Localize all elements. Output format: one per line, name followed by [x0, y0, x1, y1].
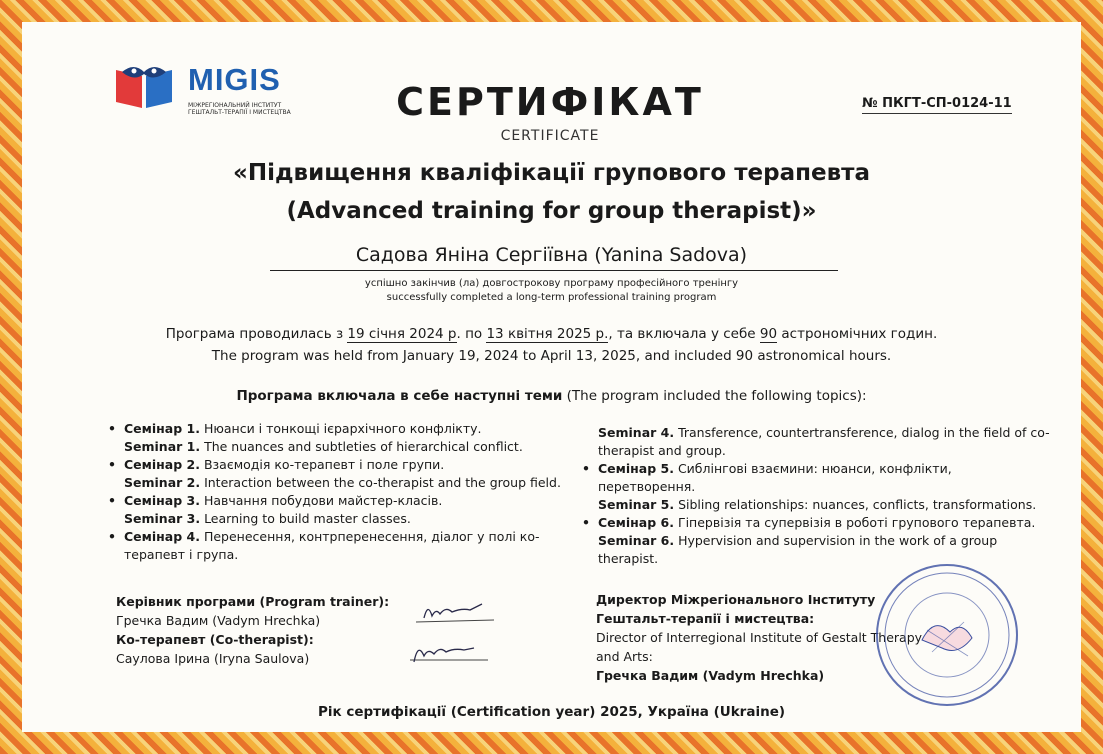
course-title-en: (Advanced training for group therapist)» — [286, 198, 817, 224]
program-ua-suffix: астрономічних годин. — [777, 326, 938, 342]
certificate-title: СЕРТИФІКАТ — [396, 80, 704, 124]
completed-text-en: successfully completed a long-term professional training program — [386, 292, 717, 303]
topic-text: Сиблінгові взаємини: нюанси, конфлікти, перетворення. — [598, 461, 952, 494]
topic-label: Семінар 6. — [598, 515, 674, 530]
logo-name: MIGIS — [188, 62, 281, 97]
topic-text: The nuances and subtleties of hierarchical conflict. — [200, 439, 523, 454]
institute-stamp-icon — [872, 560, 1022, 710]
director-role-ua-1: Директор Міжрегіонального Інституту — [596, 592, 876, 607]
book-eye-logo-icon — [112, 62, 176, 110]
topics-heading-en: (The program included the following topics): — [562, 388, 867, 404]
topic-text: Навчання побудови майстер-класів. — [199, 493, 443, 508]
certificate-number: № ПКГТ-СП-0124-11 — [862, 96, 1012, 114]
topic-text: Transference, countertransference, dialog in the field of co-therapist and group. — [598, 425, 1050, 458]
trainer-signature-icon — [410, 598, 500, 632]
topic-label: Семінар 4. — [124, 529, 200, 544]
recipient-name: Садова Яніна Сергіївна (Yanina Sadova) — [355, 244, 748, 266]
program-ua-prefix: Програма проводилась з — [165, 326, 348, 342]
program-dates-ua — [100, 326, 1003, 342]
topics-heading — [100, 388, 1003, 404]
topic-text: Learning to build master classes. — [200, 511, 411, 526]
course-title-ua: «Підвищення кваліфікації групового терапевта — [232, 160, 871, 186]
program-hours: 90 — [759, 326, 778, 342]
trainer-role: Керівник програми (Program trainer): — [116, 594, 390, 609]
certificate-subtitle: CERTIFICATE — [500, 128, 600, 144]
topic-label: Семінар 3. — [124, 493, 200, 508]
topic-item — [582, 460, 1052, 496]
topic-text: Взаємодія ко-терапевт і поле групи. — [199, 457, 445, 472]
name-underline — [270, 270, 838, 271]
topic-text: Перенесення, контрперенесення, діалог у полі ко-терапевт і група. — [124, 529, 540, 562]
certification-year: Рік сертифікації (Certification year) 2025, Україна (Ukraine) — [317, 704, 786, 720]
program-end-date: 13 квітня 2025 р. — [486, 326, 609, 342]
topic-label: Seminar 2. — [124, 475, 201, 490]
topic-text: Нюанси і тонкощі ієрархічного конфлікту. — [199, 421, 482, 436]
completed-text-ua: успішно закінчив (ла) довгострокову програму професійного тренінгу — [364, 278, 739, 289]
signatures-left — [116, 592, 416, 668]
topic-label: Семінар 1. — [124, 421, 200, 436]
topic-item — [108, 492, 578, 510]
cotherapist-signature-icon — [404, 636, 494, 670]
topic-item — [582, 496, 1052, 514]
topic-item — [108, 456, 578, 474]
topic-label: Семінар 2. — [124, 457, 200, 472]
topic-text: Sibling relationships: nuances, conflicts, transformations. — [674, 497, 1037, 512]
cotherapist-role: Ко-терапевт (Co-therapist): — [116, 632, 314, 647]
topic-item — [108, 510, 578, 528]
topic-label: Seminar 1. — [124, 439, 201, 454]
director-role-ua-2: Гештальт-терапії і мистецтва: — [596, 611, 815, 626]
topics-right-column — [582, 424, 1052, 568]
topic-item — [108, 474, 578, 492]
topic-label: Seminar 5. — [598, 497, 675, 512]
topic-text: Hypervision and supervision in the work of a group therapist. — [598, 533, 998, 566]
logo-subtitle: МІЖРЕГІОНАЛЬНИЙ ІНСТИТУТ ГЕШТАЛЬТ-ТЕРАПІЇ І МИСТЕЦТВА — [188, 102, 291, 116]
topics-heading-ua: Програма включала в себе наступні теми — [236, 388, 563, 404]
program-ua-mid2: , та включала у себе — [608, 326, 760, 342]
topic-item — [582, 514, 1052, 532]
topic-text: Гіпервізія та супервізія в роботі групового терапевта. — [673, 515, 1036, 530]
topic-label: Семінар 5. — [598, 461, 674, 476]
director-role-en: Director of Interregional Institute of Gestalt Therapy and Arts: — [596, 630, 923, 664]
topics-left-column — [108, 420, 578, 564]
topic-item — [108, 528, 578, 564]
topic-label: Seminar 4. — [598, 425, 675, 440]
program-start-date: 19 січня 2024 р — [347, 326, 457, 342]
cotherapist-name: Саулова Ірина (Iryna Saulova) — [116, 651, 310, 666]
program-dates-en: The program was held from January 19, 2024 to April 13, 2025, and included 90 astronomical hours. — [211, 348, 892, 364]
topic-item — [108, 438, 578, 456]
topic-item — [582, 424, 1052, 460]
topic-label: Seminar 3. — [124, 511, 201, 526]
topic-item — [108, 420, 578, 438]
trainer-name: Гречка Вадим (Vadym Hrechka) — [116, 613, 321, 628]
director-name: Гречка Вадим (Vadym Hrechka) — [596, 668, 825, 683]
program-ua-mid: . по — [456, 326, 487, 342]
topic-text: Interaction between the co-therapist and the group field. — [200, 475, 561, 490]
topic-label: Seminar 6. — [598, 533, 675, 548]
logo — [112, 58, 312, 128]
